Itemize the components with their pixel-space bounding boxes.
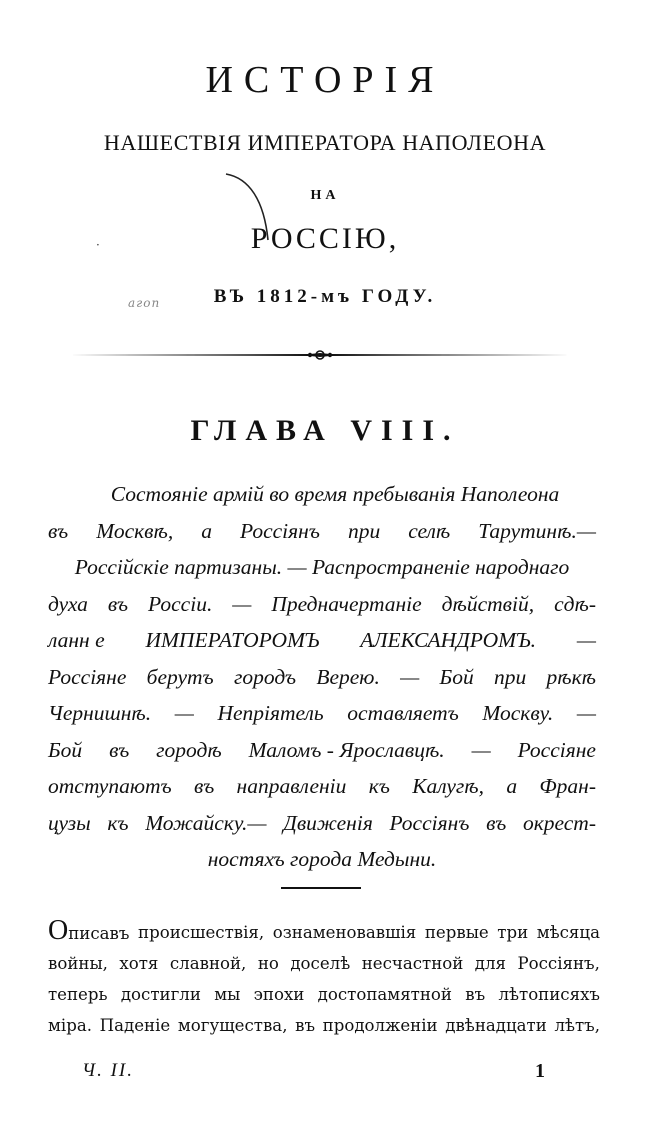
summary-line (48, 841, 596, 878)
body-word: мы (214, 985, 241, 1004)
body-word: могущества, (177, 1016, 288, 1035)
summary-word: — (576, 628, 596, 652)
summary-word: оставляетъ (347, 701, 459, 725)
page-subtitle: НАШЕСТВІЯ ИМПЕРАТОРА НАПОЛЕОНА (103, 130, 547, 155)
summary-word: сдѣ- (554, 591, 596, 616)
summary-word: Бой (48, 737, 83, 762)
summary-word: въ (109, 737, 130, 762)
summary-word: въ (194, 774, 215, 798)
ornamental-rule (70, 344, 570, 366)
summary-line (48, 805, 596, 842)
summary-word: дѣйствiй, (441, 591, 535, 616)
summary-word: Состоянiе армiй во время пребыванiя Наполеона (110, 482, 560, 506)
body-word: лѣтъ, (554, 1016, 600, 1035)
page-title: ИСТОРІЯ (205, 59, 445, 101)
summary-word: ИМПЕРАТОРОМЪ (145, 628, 320, 652)
body-word: хотя (119, 954, 159, 973)
summary-word: — (400, 664, 420, 689)
summary-word: Москвѣ, (96, 518, 174, 543)
summary-line (48, 768, 596, 805)
signature-mark: Ч. II. (82, 1060, 134, 1081)
body-word: для (474, 954, 507, 973)
chapter-summary (48, 476, 596, 878)
summary-word: городъ (233, 664, 297, 689)
summary-word: Маломъ - Ярославцѣ. (248, 737, 445, 762)
subtitle-preposition: НА (310, 188, 340, 203)
summary-word: направленiи (236, 774, 347, 798)
body-word: несчастной (361, 954, 464, 973)
summary-word: Россiяне (48, 664, 127, 689)
summary-word: отступаютъ (48, 774, 172, 798)
body-word: эпохи (253, 985, 305, 1004)
summary-word: — (174, 701, 194, 725)
body-word: Россiянъ, (517, 954, 600, 973)
summary-word: Москву. (482, 701, 554, 725)
summary-line (48, 622, 596, 659)
summary-line (48, 513, 596, 550)
body-word: Паденiе (99, 1016, 171, 1035)
summary-word: въ (107, 591, 129, 616)
summary-line (48, 549, 596, 586)
summary-word: берутъ (146, 664, 214, 689)
body-word: мѣсяца (536, 923, 600, 942)
body-word: войны, (48, 954, 108, 973)
summary-word: Фран- (539, 774, 596, 798)
summary-word: Россiяне (517, 737, 596, 762)
summary-word: Калугѣ, (412, 774, 484, 798)
summary-word: въ (48, 518, 69, 543)
summary-word: къ (107, 810, 129, 835)
summary-word: Россiйскiе партизаны. — Распространенiе народнаго (74, 555, 570, 579)
subtitle-country: РОССІЮ, (250, 222, 400, 255)
summary-line (48, 476, 596, 513)
body-word: достопамятной (317, 985, 452, 1004)
summary-word: — (471, 737, 491, 762)
chapter-heading: ГЛАВА VIII. (190, 414, 460, 447)
ink-speck-icon: · (96, 238, 100, 252)
body-word: славной, (169, 954, 247, 973)
summary-word: въ (486, 810, 507, 835)
body-word: достигли (120, 985, 201, 1004)
summary-word: АЛЕКСАНДРОМЪ. (360, 628, 536, 652)
summary-word: Предначертанiе (271, 591, 422, 616)
body-word: Описавъ (48, 915, 130, 946)
summary-word: Верею. (316, 664, 380, 689)
body-word: происшествiя, (138, 923, 265, 942)
body-word: но (257, 954, 279, 973)
body-paragraph (48, 917, 600, 1041)
body-word: мiра. (48, 1016, 93, 1035)
summary-line (48, 732, 596, 769)
body-word: продолженiи (322, 1016, 438, 1035)
summary-word: духа (48, 591, 88, 616)
summary-word: Чернишнѣ. (48, 701, 152, 725)
page-number: 1 (535, 1060, 545, 1082)
body-word: двѣнадцати (445, 1016, 547, 1035)
summary-word: ностяхъ города Медыни. (207, 847, 437, 871)
summary-word: селѣ (408, 518, 451, 543)
summary-word: городѣ (156, 737, 222, 762)
summary-word: — (232, 591, 252, 616)
body-word: теперь (48, 985, 108, 1004)
summary-line (48, 659, 596, 696)
stamp-curve-mark (224, 170, 284, 250)
summary-word: цузы (48, 810, 91, 835)
short-divider (281, 887, 361, 889)
summary-word: Можайску.— (145, 810, 267, 835)
body-word: въ (295, 1016, 316, 1035)
summary-word: окрест- (522, 810, 596, 835)
summary-word: Движенiя (283, 810, 373, 835)
body-word: первые (424, 923, 489, 942)
summary-word: къ (368, 774, 390, 798)
summary-word: Тарутинѣ.— (478, 518, 596, 543)
summary-word: при (347, 518, 381, 543)
summary-word: рѣкѣ (546, 664, 596, 689)
summary-word: Россiянъ (389, 810, 470, 835)
summary-word: Россiи. (148, 591, 213, 616)
library-stamp: агоп (128, 296, 161, 310)
summary-word: ланн е (48, 628, 105, 652)
summary-word: Россiянъ (239, 518, 320, 543)
drop-cap: О (48, 915, 69, 946)
summary-line (48, 586, 596, 623)
summary-word: а (506, 774, 518, 798)
summary-line (48, 695, 596, 732)
body-word: въ (465, 985, 486, 1004)
body-word: доселѣ (290, 954, 351, 973)
body-line (48, 979, 600, 1010)
summary-word: Непрiятель (217, 701, 324, 725)
summary-word: — (576, 701, 596, 725)
body-line (48, 948, 600, 979)
summary-word: Бой (439, 664, 474, 689)
body-word: три (497, 923, 529, 942)
body-word: ознаменовавшiя (272, 923, 417, 942)
body-word: лѣтописяхъ (498, 985, 600, 1004)
summary-word: а (201, 518, 212, 543)
body-line (48, 1010, 600, 1041)
body-line (48, 917, 600, 948)
subtitle-year: ВЪ 1812-мъ ГОДУ. (213, 286, 437, 307)
summary-word: при (493, 664, 527, 689)
